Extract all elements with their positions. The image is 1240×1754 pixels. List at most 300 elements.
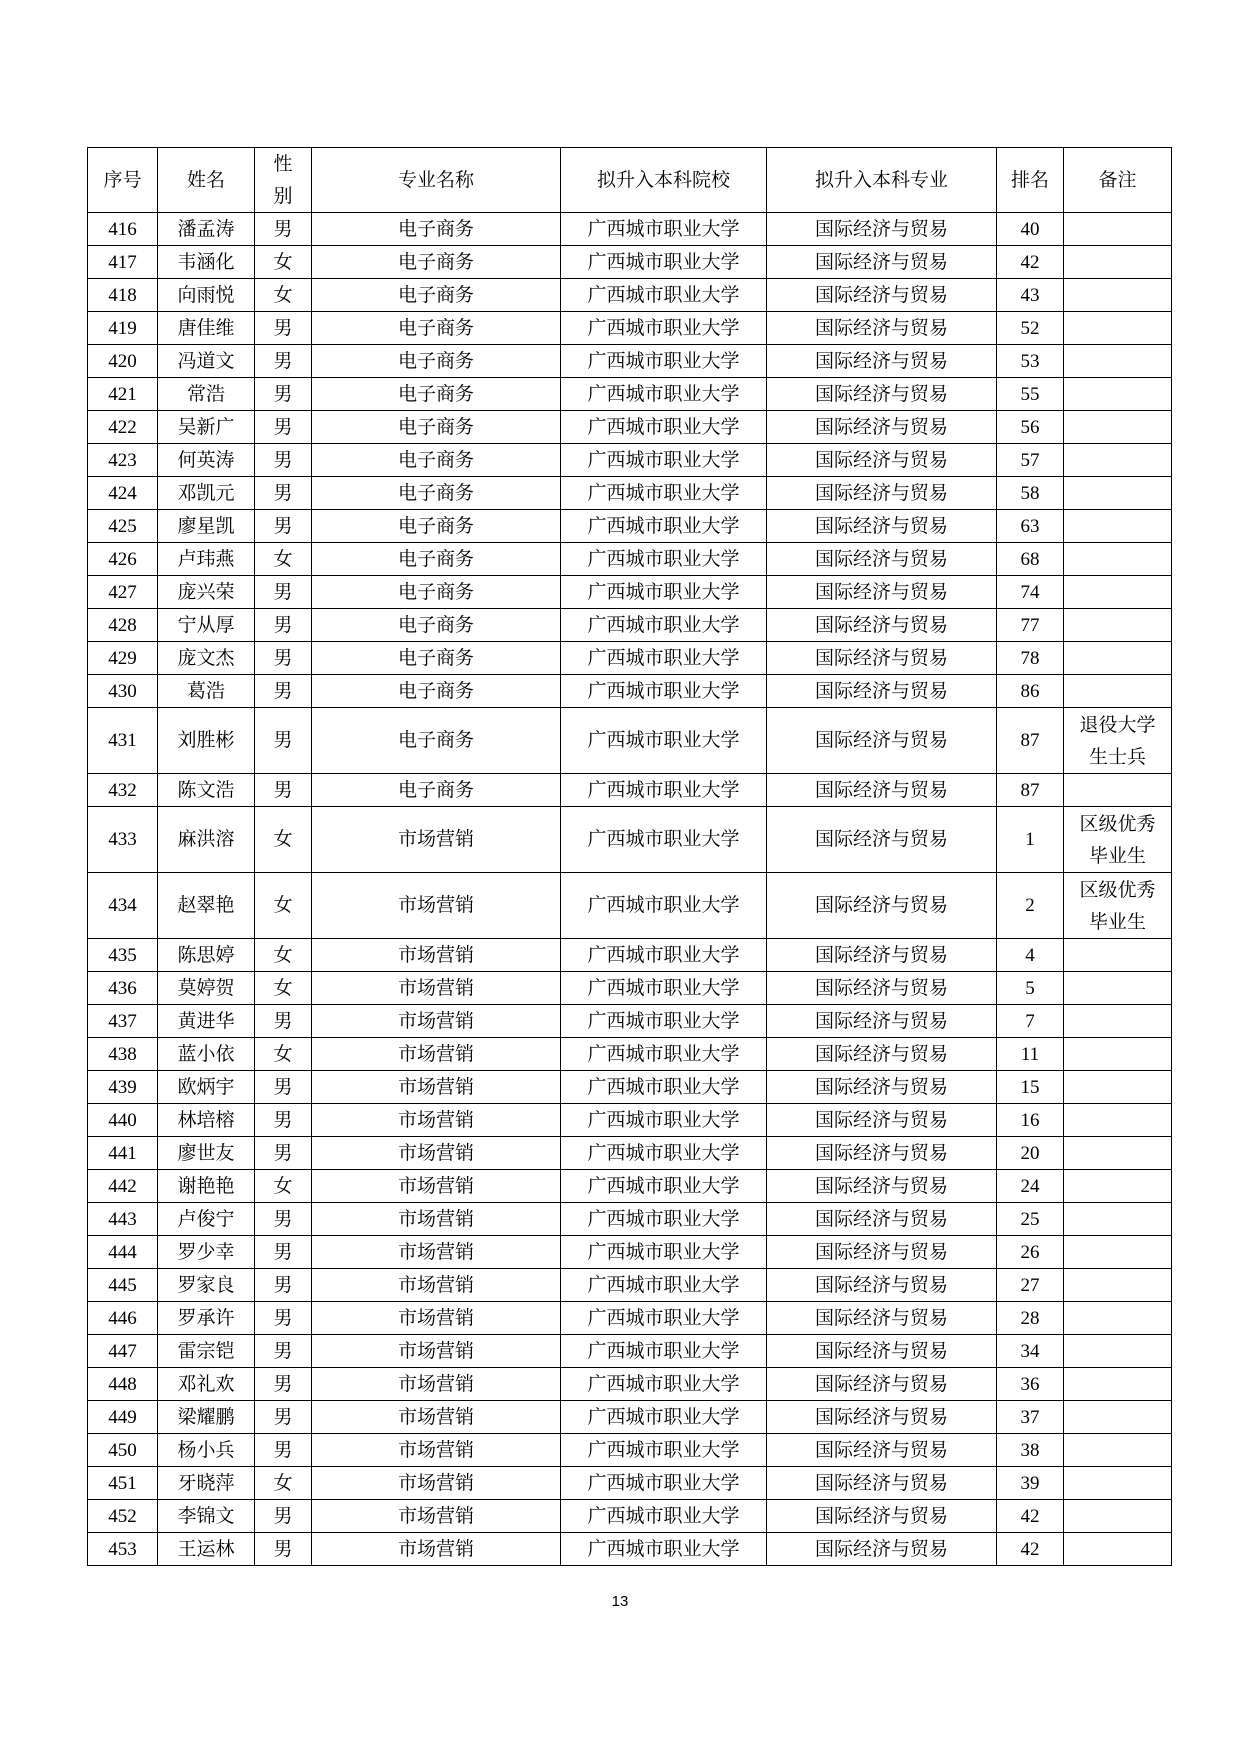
table-row bbox=[88, 642, 1172, 675]
cell-name: 罗少幸 bbox=[158, 1236, 255, 1269]
cell-target-major: 国际经济与贸易 bbox=[767, 378, 997, 411]
cell-name: 唐佳维 bbox=[158, 312, 255, 345]
cell-name: 梁耀鹏 bbox=[158, 1401, 255, 1434]
cell-name: 邓凯元 bbox=[158, 477, 255, 510]
cell-major: 电子商务 bbox=[312, 609, 561, 642]
cell-target-school: 广西城市职业大学 bbox=[561, 411, 767, 444]
table-row bbox=[88, 411, 1172, 444]
cell-target-major: 国际经济与贸易 bbox=[767, 1236, 997, 1269]
cell-remarks bbox=[1064, 1533, 1172, 1566]
cell-gender: 男 bbox=[255, 675, 312, 708]
cell-index: 434 bbox=[88, 873, 158, 939]
cell-target-major: 国际经济与贸易 bbox=[767, 675, 997, 708]
cell-target-school: 广西城市职业大学 bbox=[561, 1137, 767, 1170]
cell-remarks bbox=[1064, 1071, 1172, 1104]
remark-text: 退役大学生士兵 bbox=[1079, 713, 1156, 768]
cell-rank: 2 bbox=[997, 873, 1064, 939]
cell-index: 418 bbox=[88, 279, 158, 312]
cell-index: 424 bbox=[88, 477, 158, 510]
cell-major: 电子商务 bbox=[312, 312, 561, 345]
table-row bbox=[88, 807, 1172, 873]
header-major: 专业名称 bbox=[312, 148, 561, 213]
cell-major: 市场营销 bbox=[312, 1434, 561, 1467]
cell-rank: 43 bbox=[997, 279, 1064, 312]
cell-target-school: 广西城市职业大学 bbox=[561, 807, 767, 873]
cell-remarks bbox=[1064, 1500, 1172, 1533]
cell-target-school: 广西城市职业大学 bbox=[561, 675, 767, 708]
cell-major: 市场营销 bbox=[312, 1368, 561, 1401]
cell-target-school: 广西城市职业大学 bbox=[561, 609, 767, 642]
cell-index: 446 bbox=[88, 1302, 158, 1335]
header-remarks: 备注 bbox=[1064, 148, 1172, 213]
cell-rank: 28 bbox=[997, 1302, 1064, 1335]
table-row bbox=[88, 1269, 1172, 1302]
cell-rank: 4 bbox=[997, 939, 1064, 972]
table-row bbox=[88, 675, 1172, 708]
cell-major: 市场营销 bbox=[312, 939, 561, 972]
cell-name: 蓝小依 bbox=[158, 1038, 255, 1071]
cell-target-school: 广西城市职业大学 bbox=[561, 774, 767, 807]
table-header bbox=[88, 148, 1172, 213]
cell-target-major: 国际经济与贸易 bbox=[767, 972, 997, 1005]
cell-gender: 男 bbox=[255, 1005, 312, 1038]
cell-gender: 女 bbox=[255, 246, 312, 279]
cell-gender: 女 bbox=[255, 1467, 312, 1500]
cell-remarks bbox=[1064, 708, 1172, 774]
cell-remarks bbox=[1064, 477, 1172, 510]
cell-target-major: 国际经济与贸易 bbox=[767, 444, 997, 477]
cell-rank: 42 bbox=[997, 1533, 1064, 1566]
table-row bbox=[88, 609, 1172, 642]
cell-name: 麻洪溶 bbox=[158, 807, 255, 873]
cell-remarks bbox=[1064, 774, 1172, 807]
cell-major: 市场营销 bbox=[312, 1302, 561, 1335]
table-body bbox=[88, 213, 1172, 1566]
cell-rank: 36 bbox=[997, 1368, 1064, 1401]
cell-index: 443 bbox=[88, 1203, 158, 1236]
table-row bbox=[88, 1203, 1172, 1236]
cell-major: 电子商务 bbox=[312, 510, 561, 543]
cell-rank: 78 bbox=[997, 642, 1064, 675]
admission-roster-table bbox=[87, 147, 1172, 1566]
cell-rank: 5 bbox=[997, 972, 1064, 1005]
cell-index: 441 bbox=[88, 1137, 158, 1170]
cell-gender: 女 bbox=[255, 543, 312, 576]
cell-index: 444 bbox=[88, 1236, 158, 1269]
cell-index: 447 bbox=[88, 1335, 158, 1368]
cell-major: 电子商务 bbox=[312, 477, 561, 510]
cell-target-major: 国际经济与贸易 bbox=[767, 939, 997, 972]
cell-remarks bbox=[1064, 939, 1172, 972]
cell-target-major: 国际经济与贸易 bbox=[767, 543, 997, 576]
cell-name: 邓礼欢 bbox=[158, 1368, 255, 1401]
cell-major: 电子商务 bbox=[312, 378, 561, 411]
cell-target-major: 国际经济与贸易 bbox=[767, 1401, 997, 1434]
cell-index: 452 bbox=[88, 1500, 158, 1533]
cell-name: 黄进华 bbox=[158, 1005, 255, 1038]
cell-target-major: 国际经济与贸易 bbox=[767, 609, 997, 642]
cell-remarks bbox=[1064, 609, 1172, 642]
cell-gender: 男 bbox=[255, 642, 312, 675]
cell-index: 436 bbox=[88, 972, 158, 1005]
cell-gender: 男 bbox=[255, 1137, 312, 1170]
cell-rank: 87 bbox=[997, 774, 1064, 807]
table-row bbox=[88, 345, 1172, 378]
cell-rank: 15 bbox=[997, 1071, 1064, 1104]
cell-rank: 26 bbox=[997, 1236, 1064, 1269]
cell-name: 赵翠艳 bbox=[158, 873, 255, 939]
cell-name: 卢玮燕 bbox=[158, 543, 255, 576]
cell-index: 425 bbox=[88, 510, 158, 543]
cell-remarks bbox=[1064, 1203, 1172, 1236]
cell-name: 李锦文 bbox=[158, 1500, 255, 1533]
cell-target-school: 广西城市职业大学 bbox=[561, 1071, 767, 1104]
cell-target-school: 广西城市职业大学 bbox=[561, 213, 767, 246]
cell-target-school: 广西城市职业大学 bbox=[561, 1401, 767, 1434]
cell-major: 市场营销 bbox=[312, 1335, 561, 1368]
remark-text: 区级优秀毕业生 bbox=[1079, 878, 1156, 933]
header-gender bbox=[255, 148, 312, 213]
cell-major: 电子商务 bbox=[312, 411, 561, 444]
cell-target-major: 国际经济与贸易 bbox=[767, 1005, 997, 1038]
table-row bbox=[88, 1005, 1172, 1038]
cell-target-major: 国际经济与贸易 bbox=[767, 1434, 997, 1467]
cell-name: 罗承许 bbox=[158, 1302, 255, 1335]
cell-rank: 53 bbox=[997, 345, 1064, 378]
cell-target-major: 国际经济与贸易 bbox=[767, 873, 997, 939]
cell-rank: 77 bbox=[997, 609, 1064, 642]
cell-target-school: 广西城市职业大学 bbox=[561, 1533, 767, 1566]
cell-remarks bbox=[1064, 1038, 1172, 1071]
cell-rank: 63 bbox=[997, 510, 1064, 543]
cell-rank: 74 bbox=[997, 576, 1064, 609]
table-row bbox=[88, 378, 1172, 411]
cell-remarks bbox=[1064, 1170, 1172, 1203]
cell-gender: 男 bbox=[255, 1335, 312, 1368]
cell-target-school: 广西城市职业大学 bbox=[561, 1203, 767, 1236]
cell-remarks bbox=[1064, 543, 1172, 576]
cell-name: 廖星凯 bbox=[158, 510, 255, 543]
cell-index: 429 bbox=[88, 642, 158, 675]
cell-gender: 男 bbox=[255, 510, 312, 543]
cell-gender: 男 bbox=[255, 312, 312, 345]
cell-name: 韦涵化 bbox=[158, 246, 255, 279]
cell-rank: 34 bbox=[997, 1335, 1064, 1368]
cell-target-major: 国际经济与贸易 bbox=[767, 312, 997, 345]
cell-remarks bbox=[1064, 642, 1172, 675]
cell-major: 市场营销 bbox=[312, 1533, 561, 1566]
cell-rank: 87 bbox=[997, 708, 1064, 774]
cell-remarks bbox=[1064, 510, 1172, 543]
cell-major: 市场营销 bbox=[312, 1467, 561, 1500]
cell-name: 杨小兵 bbox=[158, 1434, 255, 1467]
cell-major: 市场营销 bbox=[312, 1137, 561, 1170]
cell-target-school: 广西城市职业大学 bbox=[561, 378, 767, 411]
cell-index: 442 bbox=[88, 1170, 158, 1203]
cell-remarks bbox=[1064, 1236, 1172, 1269]
cell-rank: 40 bbox=[997, 213, 1064, 246]
cell-gender: 女 bbox=[255, 1170, 312, 1203]
cell-index: 437 bbox=[88, 1005, 158, 1038]
cell-rank: 7 bbox=[997, 1005, 1064, 1038]
cell-index: 445 bbox=[88, 1269, 158, 1302]
remark-text: 区级优秀毕业生 bbox=[1079, 812, 1156, 867]
table-row bbox=[88, 213, 1172, 246]
cell-gender: 女 bbox=[255, 939, 312, 972]
cell-target-school: 广西城市职业大学 bbox=[561, 477, 767, 510]
cell-target-major: 国际经济与贸易 bbox=[767, 774, 997, 807]
cell-remarks bbox=[1064, 312, 1172, 345]
cell-target-major: 国际经济与贸易 bbox=[767, 1137, 997, 1170]
table-row bbox=[88, 708, 1172, 774]
cell-name: 陈思婷 bbox=[158, 939, 255, 972]
cell-index: 426 bbox=[88, 543, 158, 576]
cell-major: 市场营销 bbox=[312, 1038, 561, 1071]
cell-rank: 42 bbox=[997, 1500, 1064, 1533]
cell-gender: 男 bbox=[255, 1236, 312, 1269]
cell-index: 432 bbox=[88, 774, 158, 807]
cell-name: 王运林 bbox=[158, 1533, 255, 1566]
cell-target-school: 广西城市职业大学 bbox=[561, 345, 767, 378]
table-row bbox=[88, 279, 1172, 312]
cell-gender: 女 bbox=[255, 1038, 312, 1071]
cell-target-school: 广西城市职业大学 bbox=[561, 246, 767, 279]
cell-target-major: 国际经济与贸易 bbox=[767, 708, 997, 774]
cell-target-major: 国际经济与贸易 bbox=[767, 279, 997, 312]
cell-major: 电子商务 bbox=[312, 444, 561, 477]
cell-major: 市场营销 bbox=[312, 1500, 561, 1533]
cell-gender: 男 bbox=[255, 609, 312, 642]
cell-target-major: 国际经济与贸易 bbox=[767, 1500, 997, 1533]
cell-index: 423 bbox=[88, 444, 158, 477]
cell-target-school: 广西城市职业大学 bbox=[561, 1368, 767, 1401]
cell-major: 电子商务 bbox=[312, 246, 561, 279]
cell-index: 433 bbox=[88, 807, 158, 873]
cell-gender: 男 bbox=[255, 576, 312, 609]
cell-rank: 52 bbox=[997, 312, 1064, 345]
cell-index: 440 bbox=[88, 1104, 158, 1137]
cell-rank: 24 bbox=[997, 1170, 1064, 1203]
cell-gender: 男 bbox=[255, 477, 312, 510]
cell-index: 428 bbox=[88, 609, 158, 642]
cell-gender: 男 bbox=[255, 411, 312, 444]
table-row bbox=[88, 1368, 1172, 1401]
cell-index: 416 bbox=[88, 213, 158, 246]
cell-target-school: 广西城市职业大学 bbox=[561, 510, 767, 543]
cell-major: 市场营销 bbox=[312, 1170, 561, 1203]
table-row bbox=[88, 1302, 1172, 1335]
cell-rank: 86 bbox=[997, 675, 1064, 708]
cell-index: 448 bbox=[88, 1368, 158, 1401]
cell-remarks bbox=[1064, 1368, 1172, 1401]
cell-rank: 1 bbox=[997, 807, 1064, 873]
cell-major: 市场营销 bbox=[312, 1236, 561, 1269]
cell-name: 卢俊宁 bbox=[158, 1203, 255, 1236]
cell-target-school: 广西城市职业大学 bbox=[561, 312, 767, 345]
cell-target-major: 国际经济与贸易 bbox=[767, 1335, 997, 1368]
cell-major: 市场营销 bbox=[312, 1005, 561, 1038]
cell-index: 450 bbox=[88, 1434, 158, 1467]
cell-major: 电子商务 bbox=[312, 642, 561, 675]
cell-name: 庞文杰 bbox=[158, 642, 255, 675]
cell-gender: 男 bbox=[255, 1500, 312, 1533]
cell-rank: 38 bbox=[997, 1434, 1064, 1467]
table-row bbox=[88, 1401, 1172, 1434]
cell-gender: 男 bbox=[255, 1302, 312, 1335]
cell-target-major: 国际经济与贸易 bbox=[767, 510, 997, 543]
cell-major: 市场营销 bbox=[312, 972, 561, 1005]
cell-remarks bbox=[1064, 972, 1172, 1005]
cell-target-major: 国际经济与贸易 bbox=[767, 213, 997, 246]
cell-index: 449 bbox=[88, 1401, 158, 1434]
cell-target-school: 广西城市职业大学 bbox=[561, 708, 767, 774]
cell-rank: 57 bbox=[997, 444, 1064, 477]
cell-target-major: 国际经济与贸易 bbox=[767, 1203, 997, 1236]
header-target-major: 拟升入本科专业 bbox=[767, 148, 997, 213]
cell-index: 451 bbox=[88, 1467, 158, 1500]
cell-name: 罗家良 bbox=[158, 1269, 255, 1302]
cell-gender: 男 bbox=[255, 444, 312, 477]
table-row bbox=[88, 1104, 1172, 1137]
cell-gender: 男 bbox=[255, 1269, 312, 1302]
cell-target-school: 广西城市职业大学 bbox=[561, 1104, 767, 1137]
cell-remarks bbox=[1064, 1104, 1172, 1137]
cell-rank: 39 bbox=[997, 1467, 1064, 1500]
cell-rank: 37 bbox=[997, 1401, 1064, 1434]
cell-remarks bbox=[1064, 675, 1172, 708]
cell-gender: 男 bbox=[255, 1368, 312, 1401]
header-target-school: 拟升入本科院校 bbox=[561, 148, 767, 213]
cell-rank: 27 bbox=[997, 1269, 1064, 1302]
cell-index: 417 bbox=[88, 246, 158, 279]
cell-remarks bbox=[1064, 873, 1172, 939]
table-row bbox=[88, 774, 1172, 807]
cell-target-school: 广西城市职业大学 bbox=[561, 972, 767, 1005]
table-row bbox=[88, 576, 1172, 609]
cell-index: 422 bbox=[88, 411, 158, 444]
table-row bbox=[88, 873, 1172, 939]
table-row bbox=[88, 1533, 1172, 1566]
cell-name: 林培榕 bbox=[158, 1104, 255, 1137]
cell-rank: 58 bbox=[997, 477, 1064, 510]
cell-rank: 55 bbox=[997, 378, 1064, 411]
page-number: 13 bbox=[611, 1593, 629, 1610]
cell-remarks bbox=[1064, 411, 1172, 444]
cell-index: 435 bbox=[88, 939, 158, 972]
table-row bbox=[88, 1500, 1172, 1533]
cell-gender: 男 bbox=[255, 1401, 312, 1434]
header-name: 姓名 bbox=[158, 148, 255, 213]
table-row bbox=[88, 510, 1172, 543]
cell-target-major: 国际经济与贸易 bbox=[767, 1302, 997, 1335]
cell-target-school: 广西城市职业大学 bbox=[561, 1236, 767, 1269]
cell-rank: 25 bbox=[997, 1203, 1064, 1236]
cell-index: 419 bbox=[88, 312, 158, 345]
cell-name: 欧炳宇 bbox=[158, 1071, 255, 1104]
cell-major: 市场营销 bbox=[312, 1104, 561, 1137]
cell-remarks bbox=[1064, 279, 1172, 312]
cell-target-school: 广西城市职业大学 bbox=[561, 642, 767, 675]
cell-target-school: 广西城市职业大学 bbox=[561, 1170, 767, 1203]
cell-gender: 男 bbox=[255, 213, 312, 246]
cell-remarks bbox=[1064, 1269, 1172, 1302]
cell-name: 葛浩 bbox=[158, 675, 255, 708]
cell-target-school: 广西城市职业大学 bbox=[561, 1467, 767, 1500]
cell-index: 438 bbox=[88, 1038, 158, 1071]
cell-rank: 16 bbox=[997, 1104, 1064, 1137]
table-row bbox=[88, 1071, 1172, 1104]
table-row bbox=[88, 972, 1172, 1005]
table-row bbox=[88, 1170, 1172, 1203]
cell-remarks bbox=[1064, 213, 1172, 246]
cell-remarks bbox=[1064, 1302, 1172, 1335]
header-index: 序号 bbox=[88, 148, 158, 213]
cell-target-school: 广西城市职业大学 bbox=[561, 444, 767, 477]
cell-remarks bbox=[1064, 246, 1172, 279]
table-row bbox=[88, 1236, 1172, 1269]
cell-name: 莫婷贺 bbox=[158, 972, 255, 1005]
cell-target-major: 国际经济与贸易 bbox=[767, 246, 997, 279]
cell-name: 何英涛 bbox=[158, 444, 255, 477]
cell-major: 电子商务 bbox=[312, 774, 561, 807]
table-row bbox=[88, 1137, 1172, 1170]
cell-index: 430 bbox=[88, 675, 158, 708]
cell-remarks bbox=[1064, 1401, 1172, 1434]
cell-name: 向雨悦 bbox=[158, 279, 255, 312]
cell-name: 牙晓萍 bbox=[158, 1467, 255, 1500]
cell-major: 电子商务 bbox=[312, 345, 561, 378]
cell-major: 电子商务 bbox=[312, 708, 561, 774]
cell-target-major: 国际经济与贸易 bbox=[767, 411, 997, 444]
cell-index: 431 bbox=[88, 708, 158, 774]
cell-name: 谢艳艳 bbox=[158, 1170, 255, 1203]
cell-index: 421 bbox=[88, 378, 158, 411]
table-row bbox=[88, 1467, 1172, 1500]
cell-target-school: 广西城市职业大学 bbox=[561, 939, 767, 972]
cell-name: 冯道文 bbox=[158, 345, 255, 378]
cell-rank: 11 bbox=[997, 1038, 1064, 1071]
cell-target-major: 国际经济与贸易 bbox=[767, 1467, 997, 1500]
cell-gender: 男 bbox=[255, 378, 312, 411]
cell-remarks bbox=[1064, 1137, 1172, 1170]
cell-target-major: 国际经济与贸易 bbox=[767, 477, 997, 510]
cell-remarks bbox=[1064, 378, 1172, 411]
cell-name: 常浩 bbox=[158, 378, 255, 411]
table-row bbox=[88, 477, 1172, 510]
cell-major: 电子商务 bbox=[312, 543, 561, 576]
cell-major: 电子商务 bbox=[312, 213, 561, 246]
cell-gender: 男 bbox=[255, 345, 312, 378]
table-row bbox=[88, 312, 1172, 345]
table-row bbox=[88, 543, 1172, 576]
cell-target-school: 广西城市职业大学 bbox=[561, 1038, 767, 1071]
cell-target-school: 广西城市职业大学 bbox=[561, 279, 767, 312]
table-row bbox=[88, 1335, 1172, 1368]
cell-gender: 男 bbox=[255, 708, 312, 774]
cell-target-major: 国际经济与贸易 bbox=[767, 576, 997, 609]
cell-gender: 男 bbox=[255, 1533, 312, 1566]
cell-gender: 女 bbox=[255, 279, 312, 312]
cell-remarks bbox=[1064, 345, 1172, 378]
cell-target-school: 广西城市职业大学 bbox=[561, 1434, 767, 1467]
cell-name: 雷宗铠 bbox=[158, 1335, 255, 1368]
cell-target-school: 广西城市职业大学 bbox=[561, 1269, 767, 1302]
cell-target-school: 广西城市职业大学 bbox=[561, 1335, 767, 1368]
cell-gender: 男 bbox=[255, 1071, 312, 1104]
cell-gender: 女 bbox=[255, 873, 312, 939]
cell-major: 电子商务 bbox=[312, 675, 561, 708]
cell-rank: 56 bbox=[997, 411, 1064, 444]
